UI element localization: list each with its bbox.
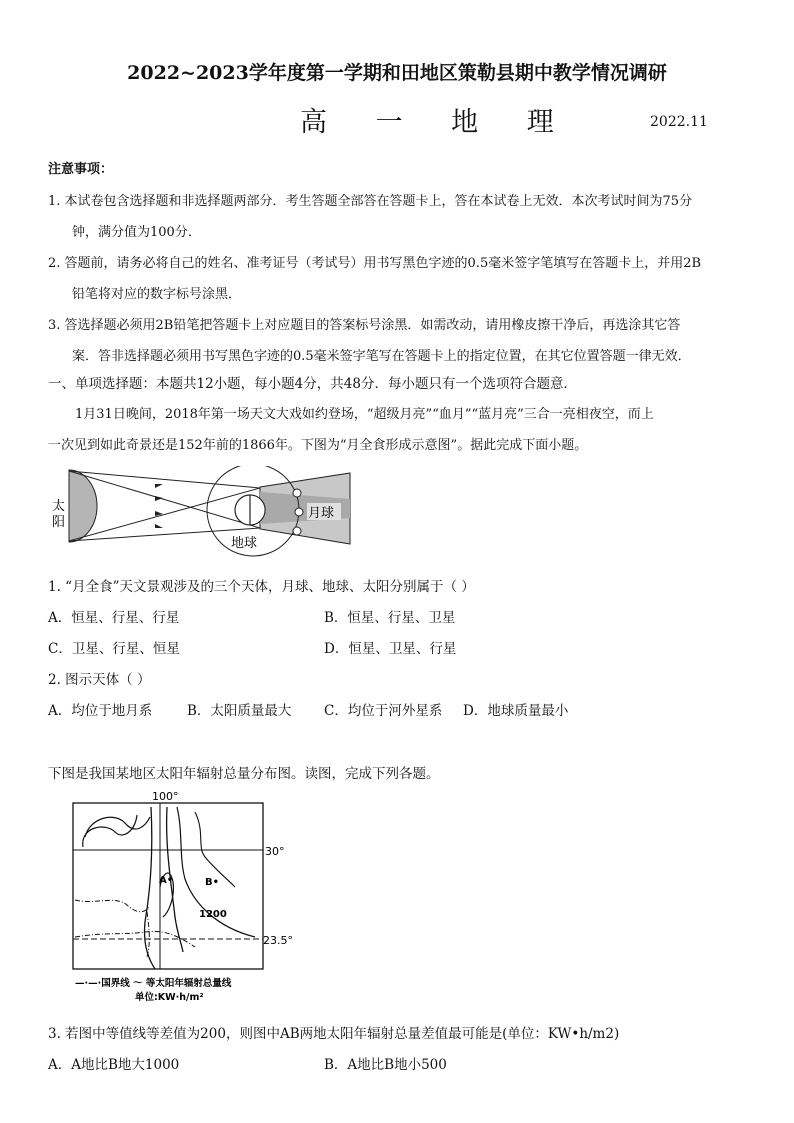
ray-arrow xyxy=(155,484,163,488)
ray-arrow xyxy=(155,524,163,528)
question-1-option-c[interactable]: C．卫星、行星、恒星 xyxy=(48,641,180,657)
section-1-intro-line-1: 1月31日晚间，2018年第一场天文大戏如约登场，“超级月亮”“血月”“蓝月亮”三合一亮相夜空，而上 xyxy=(75,407,654,422)
question-3-option-a[interactable]: A．A地比B地大1000 xyxy=(48,1057,180,1073)
latitude-30-label: 30° xyxy=(265,845,285,858)
notice-item-3-line-2: 案．答非选择题必须用书写黑色字迹的0.5毫米签字笔写在答题卡上的指定位置，在其它位置答题一律无效． xyxy=(72,349,691,364)
question-3-option-b[interactable]: B．A地比B地小500 xyxy=(324,1057,447,1073)
question-2-option-a[interactable]: A．均位于地月系 xyxy=(48,703,153,719)
exam-date: 2022.11 xyxy=(650,114,708,130)
lunar-eclipse-diagram xyxy=(45,466,355,566)
moon-label: 月球 xyxy=(308,506,335,521)
solar-radiation-map xyxy=(65,787,305,1007)
notice-item-2-line-1: 2. 答题前，请务必将自己的姓名、准考证号（考试号）用书写黑色字迹的0.5毫米签字笔填写在答题卡上，并用2B xyxy=(48,256,702,271)
map-legend-line-2: 单位:KW·h/m² xyxy=(135,992,204,1003)
moon-position xyxy=(293,527,301,535)
moon-position xyxy=(295,508,303,516)
question-2-option-c[interactable]: C．均位于河外星系 xyxy=(324,703,443,719)
question-2-option-d[interactable]: D．地球质量最小 xyxy=(463,703,569,719)
earth-label: 地球 xyxy=(231,536,258,551)
sun-label-1: 太 xyxy=(52,499,66,514)
notice-item-1-line-2: 钟，满分值为100分． xyxy=(72,225,201,240)
moon-position xyxy=(293,489,301,497)
map-legend-line-1: —·—·国界线 ～ 等太阳年辐射总量线 xyxy=(75,978,232,989)
contour-value-label: 1200 xyxy=(199,909,227,920)
point-a-label: A• xyxy=(159,875,174,886)
question-2-option-b[interactable]: B．太阳质量最大 xyxy=(187,703,292,719)
section-1-intro-line-2: 一次见到如此奇景还是152年前的1866年。下图为“月全食形成示意图”。据此完成下面小题。 xyxy=(48,438,588,453)
question-3-stem: 3. 若图中等值线等差值为200，则图中AB两地太阳年辐射总量差值最可能是(单位：KW•h/m2) xyxy=(48,1026,620,1042)
question-1-option-b[interactable]: B．恒星、行星、卫星 xyxy=(324,610,456,626)
section-1-heading: 一、单项选择题：本题共12小题，每小题4分，共48分．每小题只有一个选项符合题意． xyxy=(48,376,577,392)
question-group-intro: 下图是我国某地区太阳年辐射总量分布图。读图，完成下列各题。 xyxy=(48,766,440,782)
exam-title: 2022~2023学年度第一学期和田地区策勒县期中教学情况调研 xyxy=(127,62,667,84)
point-b-label: B• xyxy=(205,877,220,888)
sun-body xyxy=(69,470,97,542)
longitude-label: 100° xyxy=(152,790,179,803)
question-1-option-d[interactable]: D．恒星、卫星、行星 xyxy=(324,641,457,657)
notice-heading: 注意事项： xyxy=(48,162,114,177)
question-2-stem: 2. 图示天体（ ） xyxy=(48,672,151,688)
question-1-option-a[interactable]: A．恒星、行星、行星 xyxy=(48,610,180,626)
question-1-stem: 1. “月全食”天文景观涉及的三个天体，月球、地球、太阳分别属于（ ） xyxy=(48,579,475,595)
light-ray xyxy=(69,488,260,541)
notice-item-1-line-1: 1. 本试卷包含选择题和非选择题两部分．考生答题全部答在答题卡上，答在本试卷上无效．本次考试时间为75分 xyxy=(48,194,693,209)
latitude-23-5-label: 23.5° xyxy=(263,934,293,947)
sun-label-2: 阳 xyxy=(52,515,66,530)
notice-item-2-line-2: 铅笔将对应的数字标号涂黑． xyxy=(72,287,242,302)
subject-title: 高 一 地 理 xyxy=(300,107,574,138)
notice-item-3-line-1: 3. 答选择题必须用2B铅笔把答题卡上对应题目的答案标号涂黑．如需改动，请用橡皮擦干净后，再选涂其它答 xyxy=(48,318,681,333)
